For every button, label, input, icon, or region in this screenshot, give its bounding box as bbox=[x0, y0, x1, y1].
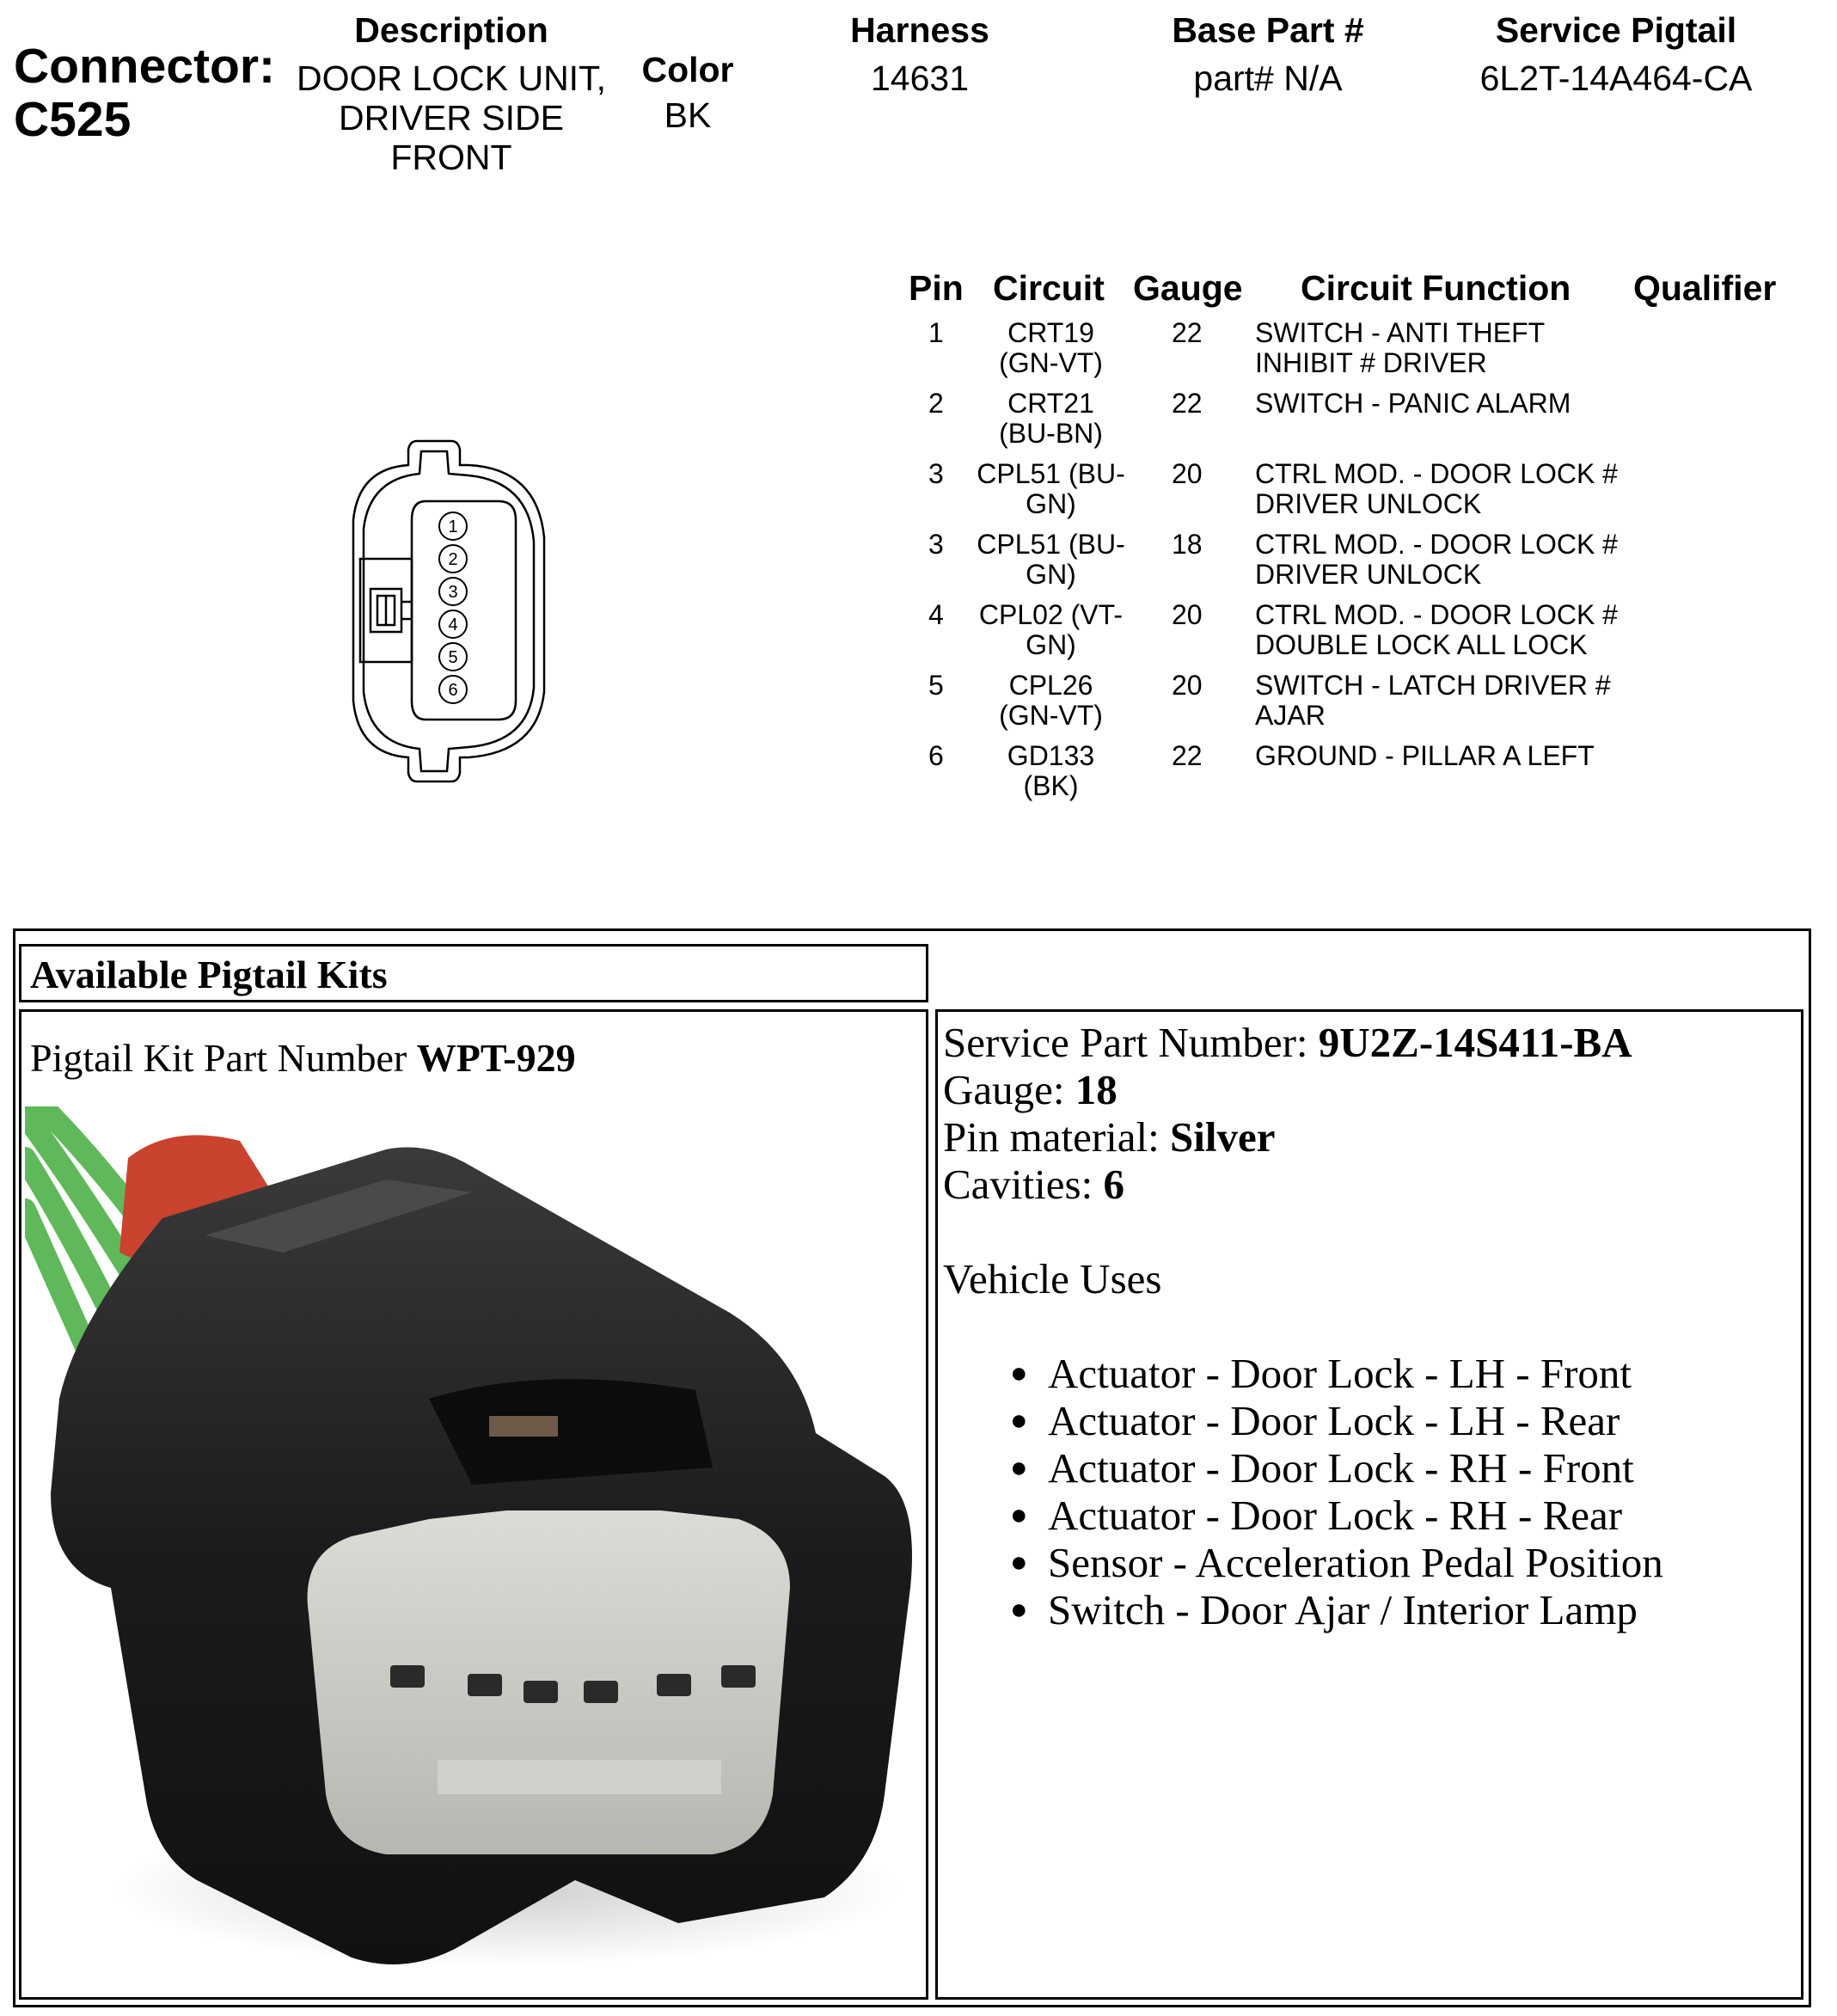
gauge-value: 22 bbox=[1172, 317, 1203, 348]
description-line: DOOR LOCK UNIT, bbox=[297, 58, 606, 98]
cavity-number: 4 bbox=[448, 616, 458, 634]
bullet-icon: ● bbox=[1010, 1594, 1028, 1626]
circuit-code: (GN-VT) bbox=[999, 347, 1103, 378]
gauge-value: 20 bbox=[1172, 670, 1203, 701]
connector-label: Connector: bbox=[14, 39, 275, 94]
vehicle-use: Actuator - Door Lock - RH - Front bbox=[1048, 1444, 1634, 1492]
circuit-code: GN) bbox=[1026, 629, 1076, 660]
pin-number: 6 bbox=[928, 740, 944, 771]
vehicle-use: Actuator - Door Lock - LH - Rear bbox=[1048, 1397, 1620, 1444]
bullet-icon: ● bbox=[1010, 1405, 1028, 1437]
cavity-number: 3 bbox=[448, 583, 458, 602]
circuit-header: Circuit bbox=[993, 268, 1105, 308]
vehicle-use: Actuator - Door Lock - RH - Rear bbox=[1048, 1492, 1623, 1539]
gauge-value: 20 bbox=[1172, 458, 1203, 489]
connector-id: C525 bbox=[14, 92, 132, 147]
pigtail-details bbox=[943, 1019, 1663, 1633]
latch-window bbox=[429, 1379, 713, 1485]
cavity-number: 2 bbox=[448, 550, 458, 569]
circuit-code: (BU-BN) bbox=[999, 418, 1103, 449]
circuit-code: CRT19 bbox=[1007, 317, 1094, 348]
gauge-row bbox=[943, 1066, 1663, 1113]
circuit-function: GROUND - PILLAR A LEFT bbox=[1255, 740, 1595, 771]
pin-material-row bbox=[943, 1113, 1663, 1161]
circuit-function: INHIBIT # DRIVER bbox=[1255, 347, 1487, 378]
gauge-value: 22 bbox=[1172, 388, 1203, 419]
pin-number: 5 bbox=[928, 670, 944, 701]
vehicle-use: Actuator - Door Lock - LH - Front bbox=[1048, 1350, 1632, 1397]
list-item bbox=[943, 1492, 1663, 1539]
table-row bbox=[0, 530, 1837, 600]
harness-label: Harness bbox=[850, 10, 989, 50]
pin-number: 4 bbox=[928, 599, 944, 630]
list-item bbox=[943, 1397, 1663, 1444]
circuit-function: CTRL MOD. - DOOR LOCK # bbox=[1255, 458, 1618, 489]
gauge-detail-value: 18 bbox=[1075, 1066, 1118, 1113]
circuit-function: DRIVER UNLOCK bbox=[1255, 559, 1482, 590]
gauge-header: Gauge bbox=[1133, 268, 1243, 308]
pigtail-title-box bbox=[19, 944, 928, 1002]
pin-number: 3 bbox=[928, 529, 944, 560]
gauge-value: 20 bbox=[1172, 599, 1203, 630]
circuit-code: CRT21 bbox=[1007, 388, 1094, 419]
pin-material-label: Pin material: bbox=[943, 1113, 1170, 1161]
circuit-code: (GN-VT) bbox=[999, 700, 1103, 731]
pigtail-details-box bbox=[935, 1009, 1803, 2000]
list-item bbox=[943, 1539, 1663, 1586]
gauge-label: Gauge: bbox=[943, 1066, 1075, 1113]
base-part-label: Base Part # bbox=[1172, 10, 1364, 50]
cavity-number: 6 bbox=[448, 681, 458, 700]
table-row bbox=[0, 671, 1837, 741]
pin-number: 3 bbox=[928, 458, 944, 489]
circuit-code: GN) bbox=[1026, 488, 1076, 519]
pin-number: 2 bbox=[928, 388, 944, 419]
harness-value: 14631 bbox=[870, 58, 969, 98]
kit-part-number bbox=[30, 1034, 576, 1082]
vehicle-uses-list bbox=[943, 1350, 1663, 1633]
bullet-icon: ● bbox=[1010, 1499, 1028, 1531]
list-item bbox=[943, 1350, 1663, 1397]
circuit-function-header: Circuit Function bbox=[1301, 268, 1571, 308]
qualifier-header: Qualifier bbox=[1633, 268, 1777, 308]
circuit-code: CPL26 bbox=[1008, 670, 1093, 701]
service-part-label: Service Part Number: bbox=[943, 1019, 1319, 1066]
circuit-function: SWITCH - ANTI THEFT bbox=[1255, 317, 1546, 348]
cavities-label: Cavities: bbox=[943, 1161, 1104, 1208]
pigtail-photo-box bbox=[19, 1009, 928, 2000]
circuit-code: CPL02 (VT- bbox=[978, 599, 1124, 630]
circuit-function: DOUBLE LOCK ALL LOCK bbox=[1255, 629, 1588, 660]
table-row bbox=[0, 389, 1837, 459]
pigtail-header-spacer bbox=[935, 944, 1802, 1002]
latch-tab bbox=[489, 1416, 558, 1437]
cavity-number: 1 bbox=[448, 518, 458, 536]
cavities-row bbox=[943, 1161, 1663, 1208]
pin-number: 1 bbox=[928, 317, 944, 348]
gauge-value: 22 bbox=[1172, 740, 1203, 771]
table-row bbox=[0, 318, 1837, 389]
table-row bbox=[0, 459, 1837, 530]
circuit-code: CPL51 (BU- bbox=[977, 529, 1125, 560]
pin-header: Pin bbox=[909, 268, 964, 308]
cavity-number: 5 bbox=[448, 648, 458, 667]
pigtail-connector-photo bbox=[25, 1106, 924, 1992]
bullet-icon: ● bbox=[1010, 1357, 1028, 1389]
cavities-value: 6 bbox=[1103, 1161, 1124, 1208]
bullet-icon: ● bbox=[1010, 1547, 1028, 1578]
circuit-function: SWITCH - PANIC ALARM bbox=[1255, 388, 1571, 419]
description-line: FRONT bbox=[390, 138, 512, 177]
circuit-function: DRIVER UNLOCK bbox=[1255, 488, 1482, 519]
color-value: BK bbox=[664, 95, 712, 135]
description-label: Description bbox=[354, 10, 548, 50]
insert-label-area bbox=[438, 1760, 721, 1794]
kit-part-value: WPT-929 bbox=[416, 1036, 576, 1080]
table-row bbox=[0, 741, 1837, 812]
description-line: DRIVER SIDE bbox=[339, 98, 564, 138]
circuit-function: SWITCH - LATCH DRIVER # bbox=[1255, 670, 1611, 701]
harness-block bbox=[808, 10, 1032, 98]
color-label: Color bbox=[641, 50, 734, 89]
description-block bbox=[284, 10, 619, 177]
vehicle-use: Sensor - Acceleration Pedal Position bbox=[1048, 1539, 1663, 1586]
kit-part-label: Pigtail Kit Part Number bbox=[30, 1036, 417, 1080]
service-pigtail-block bbox=[1453, 10, 1779, 98]
circuit-code: CPL51 (BU- bbox=[977, 458, 1125, 489]
bullet-icon: ● bbox=[1010, 1452, 1028, 1484]
table-row bbox=[0, 600, 1837, 671]
vehicle-uses-heading: Vehicle Uses bbox=[943, 1255, 1162, 1302]
connector-heading bbox=[14, 40, 275, 146]
circuit-function: CTRL MOD. - DOOR LOCK # bbox=[1255, 599, 1618, 630]
circuit-function: CTRL MOD. - DOOR LOCK # bbox=[1255, 529, 1618, 560]
color-block bbox=[623, 50, 752, 135]
vehicle-use: Switch - Door Ajar / Interior Lamp bbox=[1048, 1586, 1638, 1633]
gauge-value: 18 bbox=[1172, 529, 1203, 560]
pigtail-section-title: Available Pigtail Kits bbox=[30, 953, 388, 996]
list-item bbox=[943, 1444, 1663, 1492]
base-part-block bbox=[1135, 10, 1401, 98]
circuit-code: GN) bbox=[1026, 559, 1076, 590]
service-part-value: 9U2Z-14S411-BA bbox=[1318, 1019, 1632, 1066]
service-pigtail-label: Service Pigtail bbox=[1495, 10, 1737, 50]
base-part-value: part# N/A bbox=[1193, 58, 1343, 98]
circuit-function: AJAR bbox=[1255, 700, 1326, 731]
circuit-code: GD133 bbox=[1007, 740, 1095, 771]
pin-material-value: Silver bbox=[1170, 1113, 1276, 1161]
circuit-code: (BK) bbox=[1023, 770, 1079, 801]
service-pigtail-value: 6L2T-14A464-CA bbox=[1479, 58, 1753, 98]
list-item bbox=[943, 1586, 1663, 1633]
service-part-row bbox=[943, 1019, 1663, 1066]
